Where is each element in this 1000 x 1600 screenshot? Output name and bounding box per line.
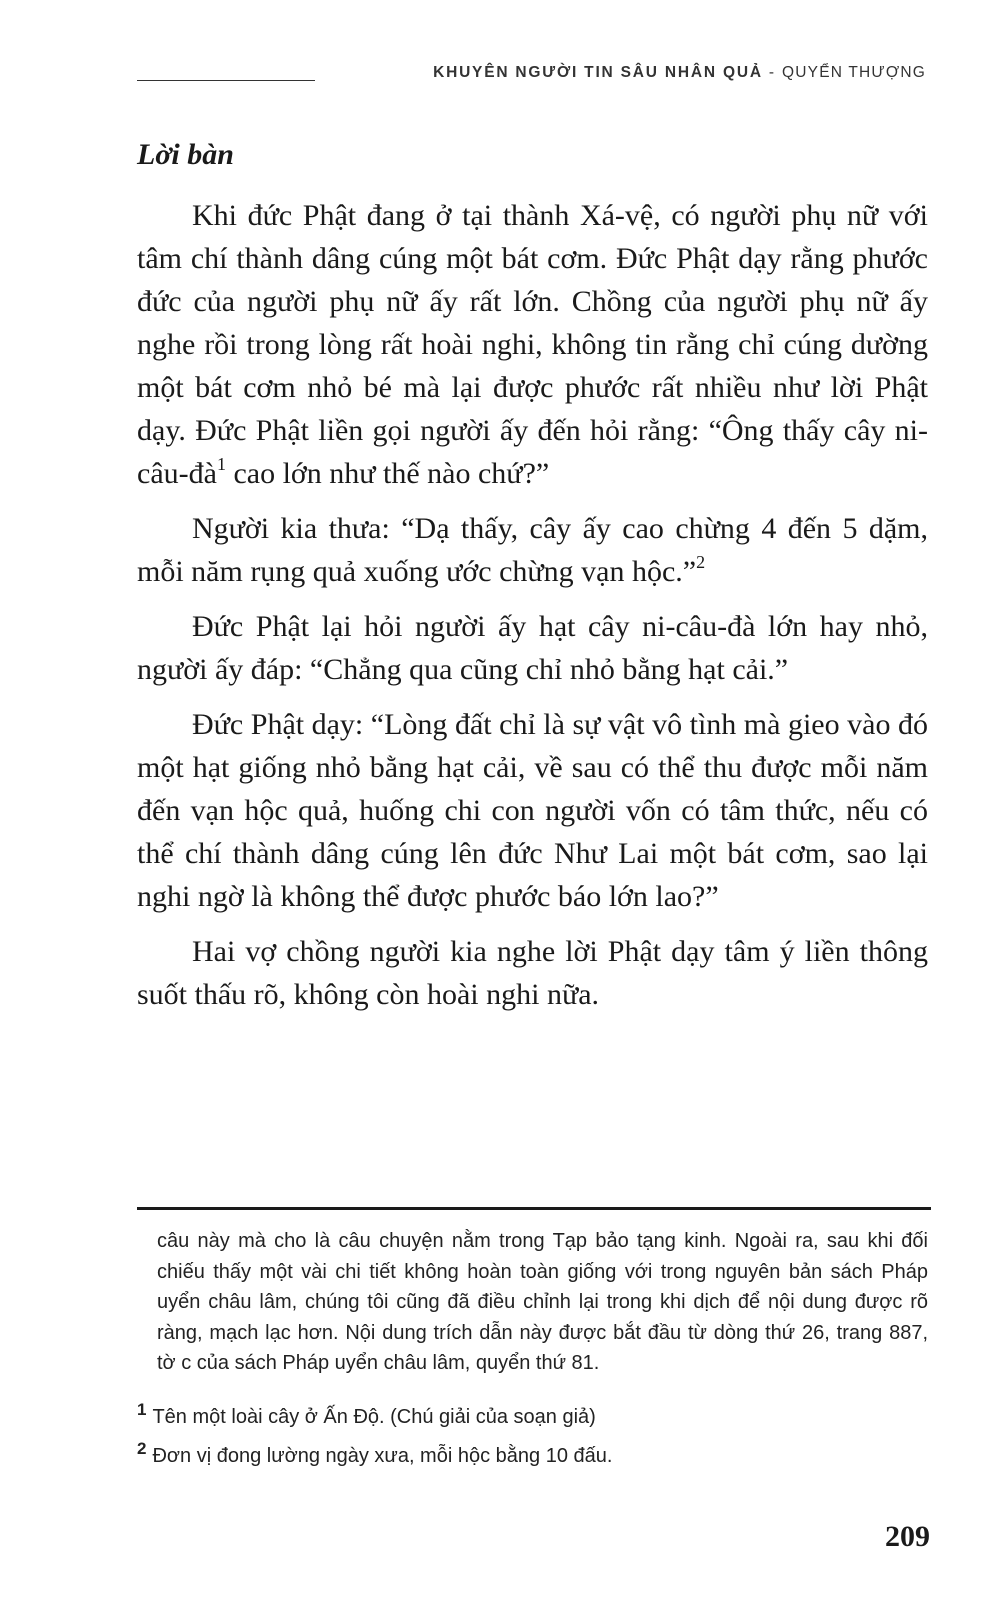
paragraph: Đức Phật dạy: “Lòng đất chỉ là sự vật vô tình mà gieo vào đó một hạt giống nhỏ bằng hạt cải, về sau có thể thu được mỗi năm đến vạn hộc quả, huống chi con người vốn có tâm thức, nếu có thể chí thành dâng cúng lên đức Như Lai một bát cơm, sao lại nghi ngờ là không thể được phước báo lớn lao?” xyxy=(137,708,928,913)
footnote-divider xyxy=(137,1207,931,1210)
paragraph: Đức Phật lại hỏi người ấy hạt cây ni-câu-đà lớn hay nhỏ, người ấy đáp: “Chẳng qua cũng chỉ nhỏ bằng hạt cải.” xyxy=(137,610,928,686)
page-number: 209 xyxy=(885,1520,930,1553)
header-rule xyxy=(137,80,315,81)
footnote-ref: 2 xyxy=(696,552,706,572)
paragraph: Hai vợ chồng người kia nghe lời Phật dạy tâm ý liền thông suốt thấu rõ, không còn hoài nghi nữa. xyxy=(137,935,928,1011)
footnote-ref: 1 xyxy=(216,454,226,474)
footnote-number: 1 xyxy=(137,1400,147,1419)
paragraph: Khi đức Phật đang ở tại thành Xá-vệ, có người phụ nữ với tâm chí thành dâng cúng một bát cơm. Đức Phật dạy rằng phước đức của người phụ nữ ấy rất lớn. Chồng của người phụ nữ ấy nghe rồi trong lòng rất hoài nghi, không tin rằng chỉ cúng dường một bát cơm nhỏ bé mà lại được phước rất nhiều như lời Phật dạy. Đức Phật liền gọi người ấy đến hỏi rằng: “Ông thấy cây $ni-câu-đà^1$ cao lớn như thế nào chứ?” xyxy=(137,199,928,490)
paragraph: Người kia thưa: “Dạ thấy, cây ấy cao chừng 4 đến 5 dặm, mỗi năm rụng quả xuống ước chừng vạn hộc.”$^2$ xyxy=(137,512,928,588)
footnote-1 xyxy=(137,1402,928,1433)
section-title: Lời bàn xyxy=(137,138,234,171)
footnote-2 xyxy=(137,1441,928,1472)
running-head xyxy=(433,64,926,82)
footnote-number: 2 xyxy=(137,1439,147,1458)
body-text xyxy=(137,194,928,1028)
running-head-subtitle: QUYỂN THƯỢNG xyxy=(782,64,926,81)
running-head-title: KHUYÊN NGƯỜI TIN SÂU NHÂN QUẢ xyxy=(433,64,763,81)
footnote-continuation: câu này mà cho là câu chuyện nằm trong Tạp bảo tạng kinh. Ngoài ra, sau khi đối chiếu thấy một vài chi tiết không hoàn toàn giống với trong nguyên bản sách Pháp uyển châu lâm, chúng tôi cũng đã điều chỉnh lại trong khi dịch để nội dung được rõ ràng, mạch lạc hơn. Nội dung trích dẫn này được bắt đầu từ dòng thứ 26, trang 887, tờ c của sách Pháp uyển châu lâm, quyển thứ 81. xyxy=(157,1230,928,1374)
footnote-text: Tên một loài cây ở Ấn Độ. (Chú giải của soạn giả) xyxy=(152,1406,596,1428)
running-head-separator: - xyxy=(762,64,782,81)
footnote-text: Đơn vị đong lường ngày xưa, mỗi hộc bằng 10 đấu. xyxy=(152,1445,613,1467)
